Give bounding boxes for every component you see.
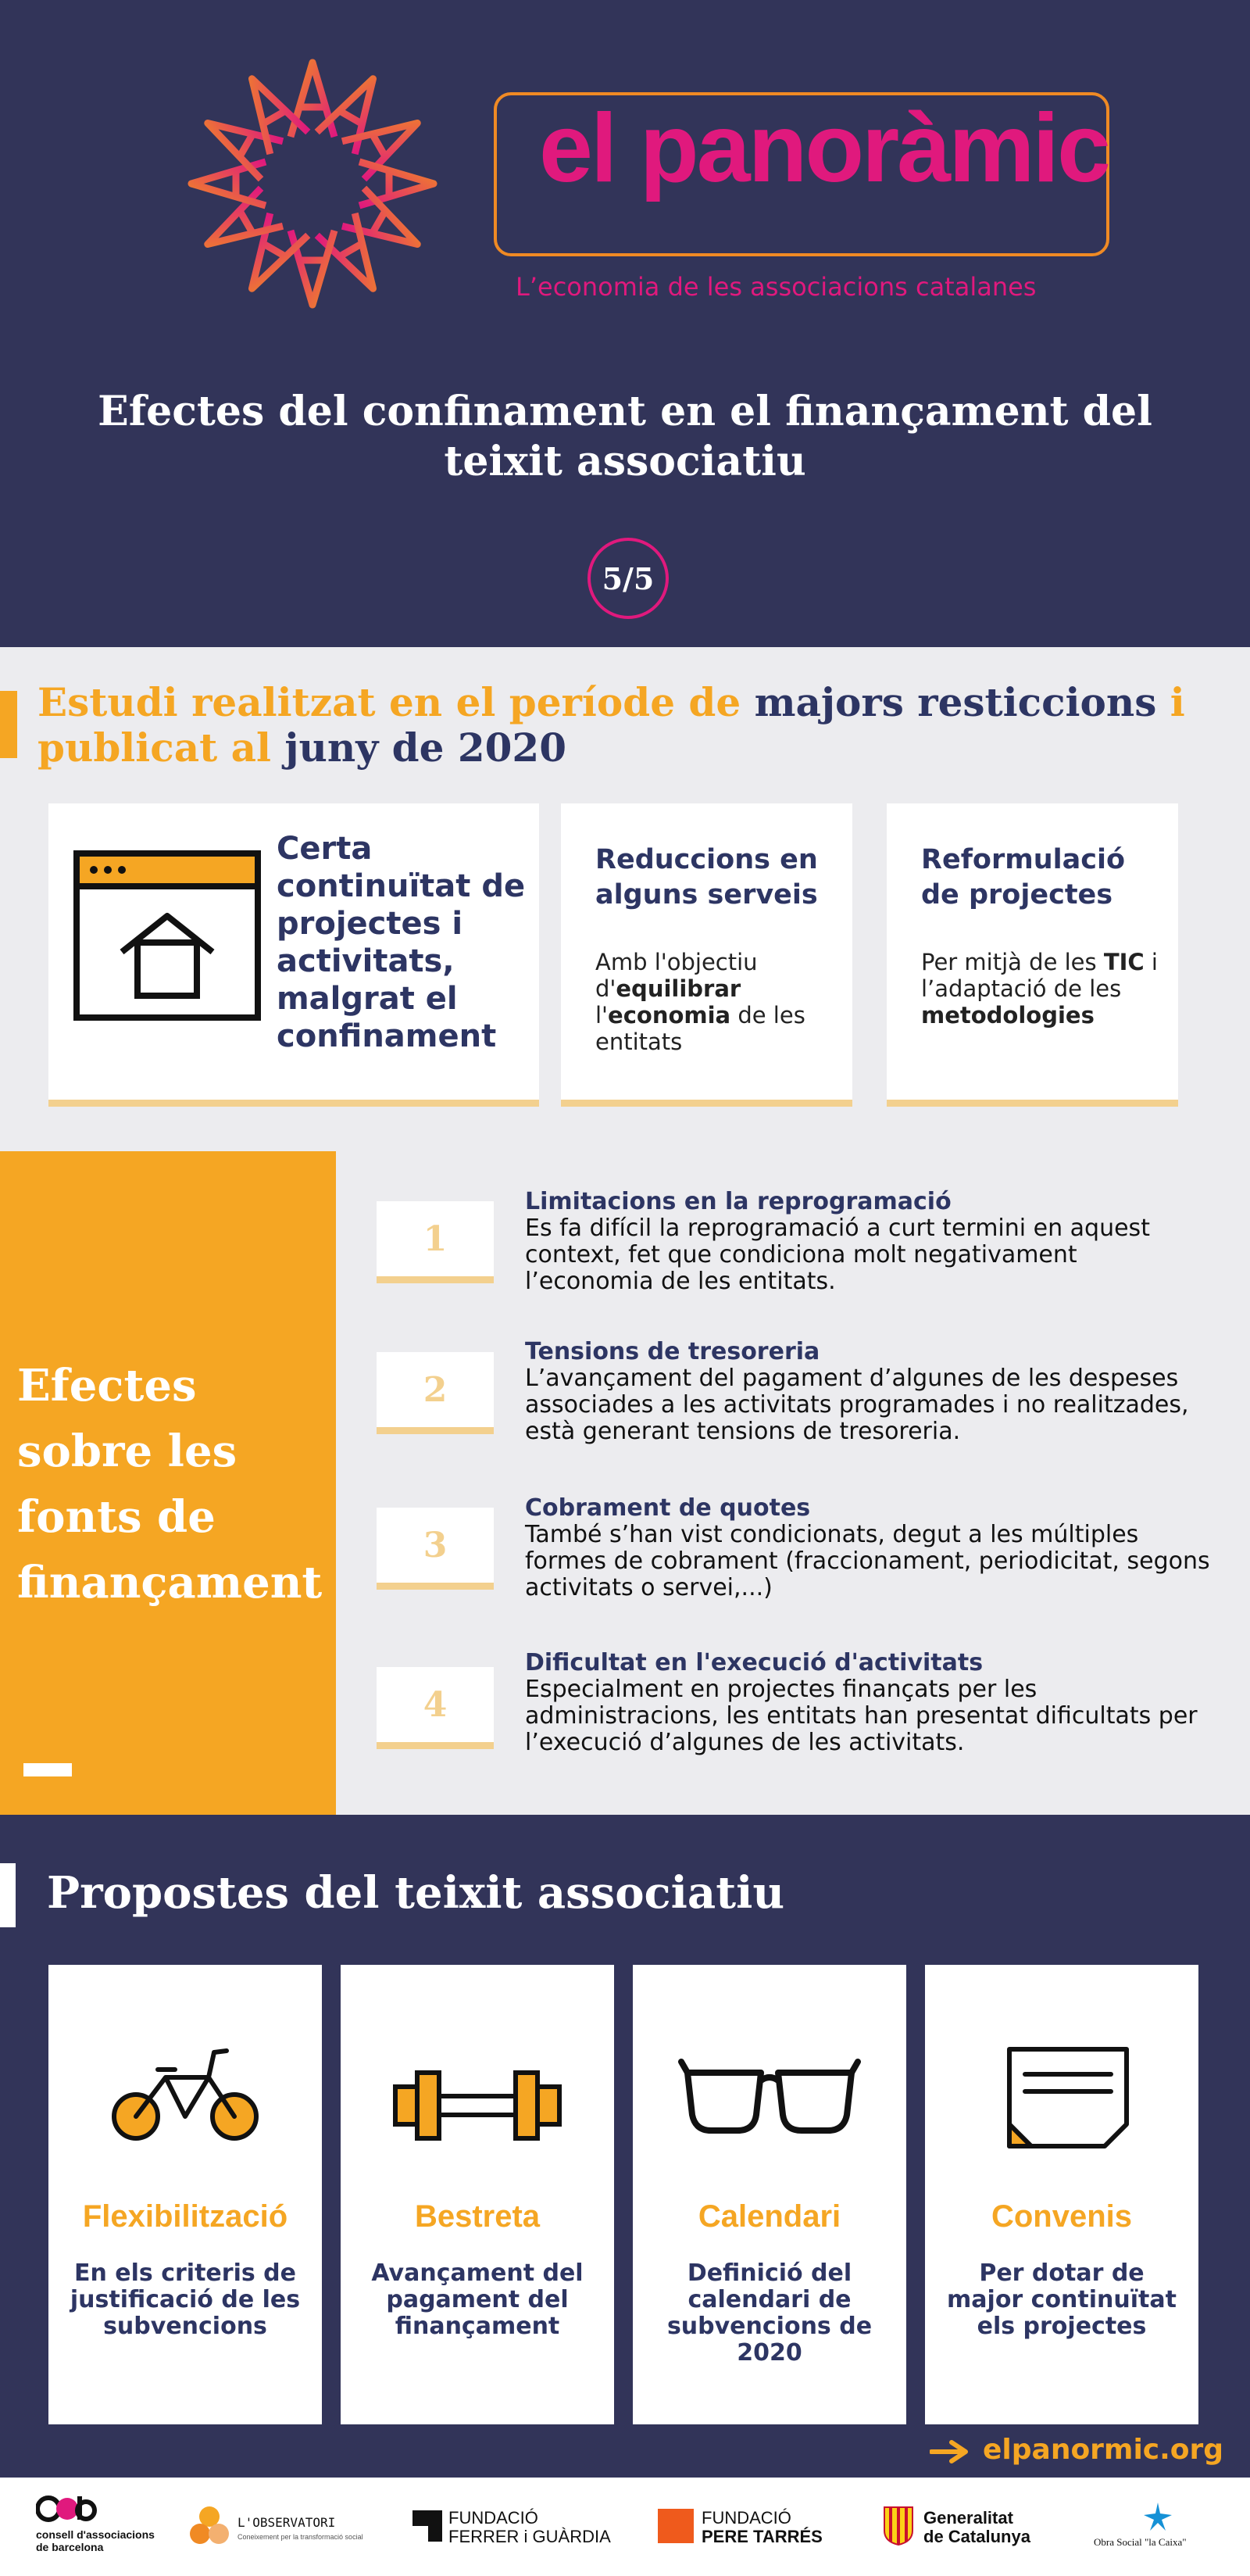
proposal-card-calendar <box>633 1965 906 2424</box>
proposal-card-flexibility <box>48 1965 322 2424</box>
card-body-emphasis: metodologies <box>921 1002 1095 1029</box>
pere-tarres-name-line2: PERE TARRÉS <box>702 2527 823 2546</box>
card-body-emphasis: equilibrar <box>616 975 741 1002</box>
glasses-icon <box>633 2040 906 2149</box>
ferrer-logo-icon <box>411 2509 444 2543</box>
study-title-highlight: majors resticcions <box>754 679 1157 725</box>
decorative-dash <box>23 1763 72 1776</box>
cab-logo-icon <box>36 2493 98 2524</box>
proposal-desc: Avançament del pagament del finançament <box>371 2259 584 2340</box>
proposal-title: Flexibilització <box>82 2199 288 2234</box>
la-caixa-star-icon <box>1142 2501 1173 2532</box>
sponsor-observatori <box>184 2478 372 2576</box>
proposal-card-agreements <box>925 1965 1198 2424</box>
page-title: Efectes del confinament en el finançament del teixit associatiu <box>98 388 1152 485</box>
effect-desc-4: Especialment en projectes finançats per les administracions, les entitats han presentat dificultats per l’execució d’algunes de les activitats. <box>525 1676 1198 1756</box>
proposal-card-advance <box>341 1965 614 2424</box>
study-title <box>38 680 1225 771</box>
sponsor-ferrer <box>409 2478 612 2576</box>
study-title-part: i publicat al <box>38 679 1185 771</box>
sponsor-generalitat <box>881 2478 1069 2576</box>
card-text: Certa continuïtat de projectes i activitats, malgrat el confinament <box>277 831 526 1054</box>
observatori-logo-icon <box>188 2504 231 2548</box>
observatori-name: L'OBSERVATORI <box>238 2515 336 2530</box>
card-body <box>921 949 1163 1029</box>
sponsor-pere-tarres <box>656 2478 844 2576</box>
study-title-highlight: juny <box>284 724 379 771</box>
card-body-emphasis: TIC <box>1103 949 1145 975</box>
document-icon <box>925 2040 1198 2149</box>
proposal-desc: En els criteris de justificació de les subvencions <box>70 2259 301 2340</box>
proposal-title: Bestreta <box>414 2199 541 2234</box>
sponsor-cab <box>31 2478 156 2576</box>
effect-desc-3: També s’han vist condicionats, degut a les múltiples formes de cobrament (fraccionament, periodicitat, segons activitats o servei,...) <box>525 1521 1210 1601</box>
la-caixa-name: Obra Social "la Caixa" <box>1094 2536 1187 2548</box>
study-section <box>0 647 1250 1151</box>
card-body <box>595 949 838 1055</box>
study-card-reformulation <box>887 803 1178 1107</box>
website-link[interactable]: elpanormic.org <box>983 2434 1224 2466</box>
effect-title-3: Cobrament de quotes <box>525 1494 811 1522</box>
bicycle-icon <box>48 2040 322 2149</box>
proposal-title: Calendari <box>698 2199 841 2234</box>
effect-number-1: 1 <box>377 1201 494 1283</box>
effect-title-1: Limitacions en la reprogramació <box>525 1188 952 1215</box>
page-indicator: 5/5 <box>588 538 669 619</box>
card-body-part: i l’adaptació de les <box>921 949 1158 1002</box>
study-title-highlight: de 2020 <box>378 724 567 771</box>
pere-tarres-name: FUNDACIÓ <box>702 2508 791 2528</box>
dumbbell-icon <box>341 2040 614 2149</box>
ferrer-name: FUNDACIÓ <box>448 2508 538 2528</box>
proposal-desc: Definició del calendari de subvencions de 2020 <box>666 2259 873 2367</box>
study-card-reductions <box>561 803 852 1107</box>
effect-desc-2: L’avançament del pagament d’algunes de les despeses associades a les activitats programades i no realitzades, està generant tensions de tresoreria. <box>525 1365 1189 1445</box>
effect-desc-1: Es fa difícil la reprogramació a curt termini en aquest context, fet que condiciona molt negativament l’economia de les entitats. <box>525 1215 1150 1295</box>
effects-title: Efectes sobre les fonts de finançament <box>17 1360 323 1608</box>
sponsor-la-caixa <box>1094 2478 1227 2576</box>
effects-section <box>0 1151 1250 1815</box>
logo-title: el panoràmic <box>539 95 1109 202</box>
effect-number-3: 3 <box>377 1508 494 1590</box>
sponsor-footer <box>0 2478 1250 2576</box>
card-heading: Reformulació de projectes <box>921 844 1126 911</box>
generalitat-name-line2: de Catalunya <box>923 2527 1030 2546</box>
proposals-section <box>0 1815 1250 2478</box>
section-marker <box>0 691 17 758</box>
effects-sidebar <box>0 1151 336 1815</box>
cab-name-line2: de barcelona <box>36 2541 104 2553</box>
card-body-emphasis: economia <box>608 1002 731 1029</box>
effect-title-2: Tensions de tresoreria <box>525 1338 820 1365</box>
arrow-right-icon <box>930 2440 970 2463</box>
card-body-part: de les entitats <box>595 1002 805 1055</box>
cab-name: consell d'associacions <box>36 2528 155 2541</box>
header <box>0 0 1250 647</box>
proposals-title: Propostes del teixit associatiu <box>47 1867 785 1919</box>
effect-number-4: 4 <box>377 1667 494 1749</box>
card-heading: Reduccions en alguns serveis <box>595 844 818 911</box>
card-body-part: l' <box>595 1002 609 1029</box>
proposal-desc: Per dotar de major continuïtat els projectes <box>947 2259 1177 2340</box>
study-title-part: Estudi realitzat en el període de <box>38 679 755 725</box>
effect-number-2: 2 <box>377 1352 494 1434</box>
card-body-part: Per mitjà de les <box>921 949 1104 975</box>
generalitat-name: Generalitat <box>923 2508 1013 2528</box>
study-card-continuity <box>48 803 539 1107</box>
section-marker <box>0 1863 16 1927</box>
ferrer-name-line2: FERRER i GUÀRDIA <box>448 2527 611 2546</box>
logo-tagline: L’economia de les associacions catalanes <box>516 272 1037 302</box>
observatori-tagline: Coneixement per la transformació social <box>238 2533 363 2541</box>
effect-title-4: Dificultat en l'execució d'activitats <box>525 1649 984 1676</box>
el-panoramic-logo-mark <box>133 23 508 352</box>
card-body-part: Amb l'objectiu d' <box>595 949 758 1002</box>
generalitat-logo-icon <box>883 2506 914 2546</box>
pere-tarres-logo-icon <box>658 2509 694 2543</box>
proposal-title: Convenis <box>991 2199 1133 2234</box>
browser-home-icon <box>73 850 261 1021</box>
